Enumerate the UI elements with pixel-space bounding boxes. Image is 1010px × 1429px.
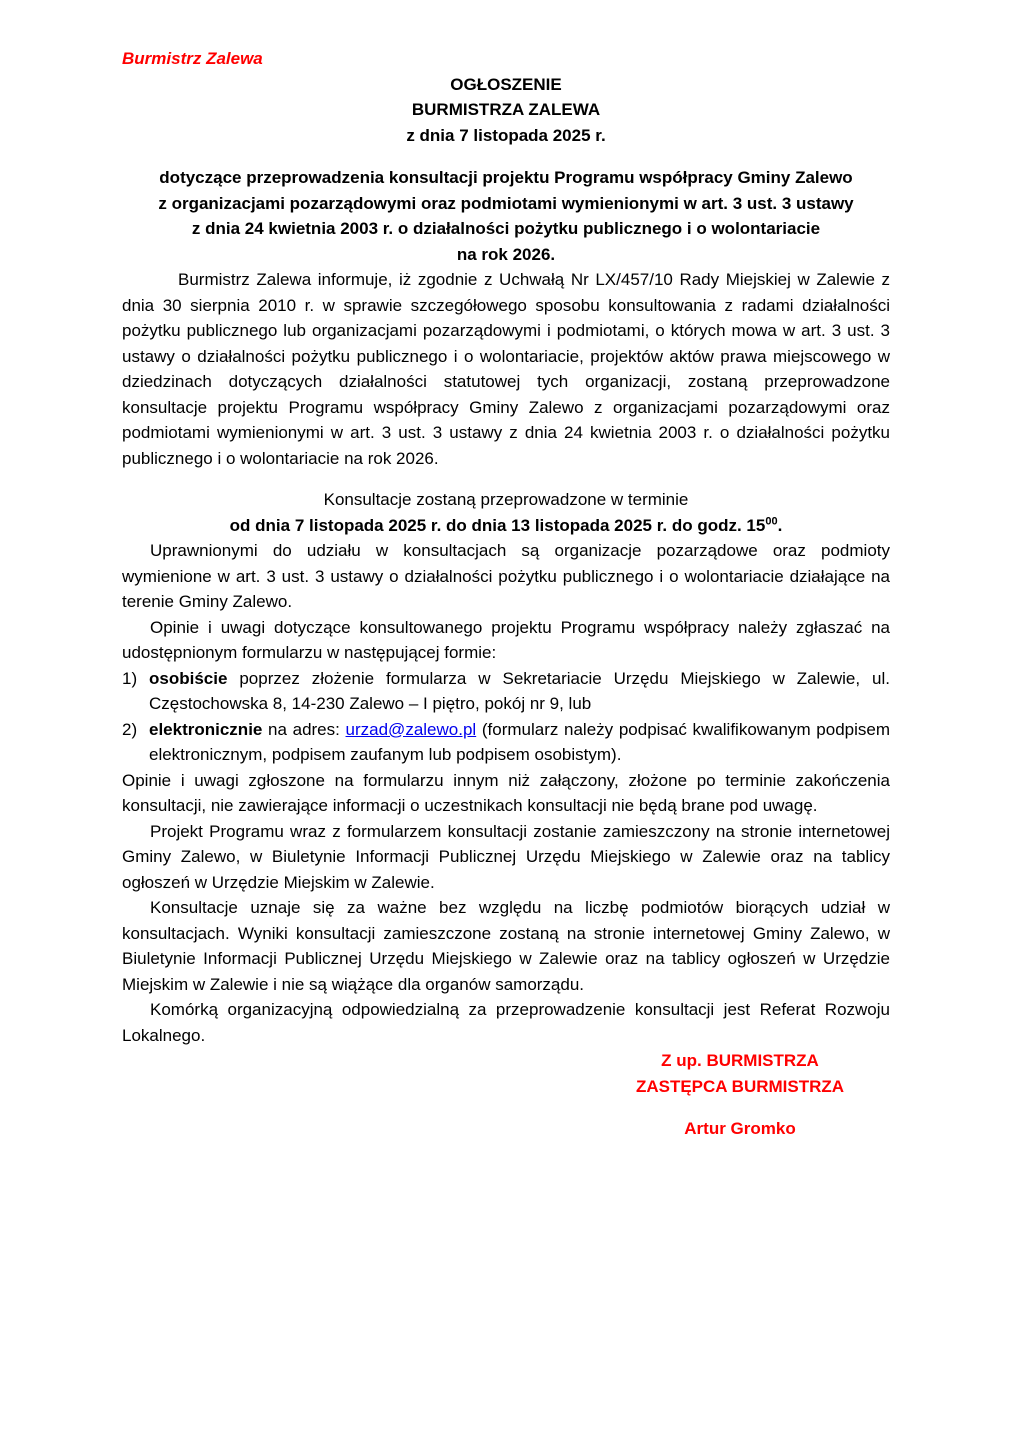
signature-line-2: ZASTĘPCA BURMISTRZA <box>635 1076 845 1096</box>
email-link[interactable]: urzad@zalewo.pl <box>345 719 477 739</box>
consultation-term <box>122 487 890 538</box>
signature-line-1: Z up. BURMISTRZA <box>661 1051 819 1070</box>
subtitle-line-2: z organizacjami pozarządowymi oraz podmiotami wymienionymi w art. 3 ust. 3 ustawy <box>158 193 854 213</box>
list-item-2-text-after: (formularz należy podpisać kwalifikowanym podpisem elektronicznym, podpisem zaufanym lub podpisem osobistym). <box>149 719 890 764</box>
announcement-subtitle <box>122 165 890 267</box>
term-dates-text: od dnia 7 listopada 2025 r. do dnia 13 listopada 2025 r. do godz. 15 <box>229 515 766 535</box>
list-item-1-text: poprzez złożenie formularza w Sekretariacie Urzędu Miejskiego w Zalewie, ul. Częstochowska 8, 14-230 Zalewo – I piętro, pokój nr 9, lub <box>149 668 890 713</box>
paragraph-responsible-unit: Komórką organizacyjną odpowiedzialną za przeprowadzenie konsultacji jest Referat Rozwoju Lokalnego. <box>122 1000 890 1045</box>
list-item-2-text-mid: na adres: <box>262 719 346 739</box>
list-item-2-keyword: elektronicznie <box>149 719 263 739</box>
list-item-2-marker: 2) <box>122 719 138 739</box>
signature-block <box>590 1048 890 1142</box>
subtitle-line-1: dotyczące przeprowadzenia konsultacji projektu Programu współpracy Gminy Zalewo <box>159 168 853 187</box>
paragraph-late-submissions: Opinie i uwagi zgłoszone na formularzu innym niż załączony, złożone po terminie zakończenia konsultacji, nie zawierające informacji o uczestnikach konsultacji nie będą brane pod uwagę. <box>122 770 890 815</box>
sender-label: Burmistrz Zalewa <box>122 49 263 68</box>
term-period: . <box>777 515 783 535</box>
list-item-electronic <box>122 717 890 768</box>
paragraph-publication: Projekt Programu wraz z formularzem konsultacji zostanie zamieszczony na stronie internetowej Gminy Zalewo, w Biuletynie Informacji Publicznej Urzędu Miejskiego w Zalewie oraz na tablicy ogłoszeń w Urzędzie Miejskim w Zalewie. <box>122 821 890 892</box>
signature-name: Artur Gromko <box>684 1119 796 1138</box>
title-line-2: BURMISTRZA ZALEWA <box>411 100 601 119</box>
title-line-1: OGŁOSZENIE <box>450 74 562 94</box>
announcement-title <box>122 72 890 149</box>
list-item-in-person <box>122 666 890 717</box>
term-intro-line: Konsultacje zostaną przeprowadzone w terminie <box>323 490 689 509</box>
subtitle-line-4: na rok 2026. <box>456 244 556 264</box>
paragraph-eligible: Uprawnionymi do udziału w konsultacjach są organizacje pozarządowe oraz podmioty wymienione w art. 3 ust. 3 ustawy o działalności pożytku publicznego i o wolontariacie działające na terenie Gminy Zalewo. <box>122 541 890 611</box>
paragraph-intro: Burmistrz Zalewa informuje, iż zgodnie z Uchwałą Nr LX/457/10 Rady Miejskiej w Zalewie z dnia 30 sierpnia 2010 r. w sprawie szczegółowego sposobu konsultowania z radami działalności pożytku publicznego lub organizacjami pozarządowymi i podmiotami, o których mowa w art. 3 ust. 3 ustawy o działalności pożytku publicznego i o wolontariacie, projektów aktów prawa miejscowego w dziedzinach dotyczących działalności statutowej tych organizacji, zostaną przeprowadzone konsultacje projektu Programu współpracy Gminy Zalewo z organizacjami pozarządowymi oraz podmiotami wymienionymi w art. 3 ust. 3 ustawy z dnia 24 kwietnia 2003 r. o działalności pożytku publicznego i o wolontariacie na rok 2026. <box>122 270 890 468</box>
list-item-1-marker: 1) <box>122 668 138 688</box>
submission-options-list <box>122 666 890 768</box>
term-hour-superscript: 00 <box>765 514 778 527</box>
list-item-1-keyword: osobiście <box>149 668 228 688</box>
paragraph-validity: Konsultacje uznaje się za ważne bez względu na liczbę podmiotów biorących udział w konsultacjach. Wyniki konsultacji zamieszczone zostaną na stronie internetowej Gminy Zalewo, w Biuletynie Informacji Publicznej Urzędu Miejskiego w Zalewie oraz na tablicy ogłoszeń w Urzędzie Miejskim w Zalewie i nie są wiążące dla organów samorządu. <box>122 898 890 994</box>
term-dates-line <box>122 513 890 539</box>
paragraph-opinions-intro: Opinie i uwagi dotyczące konsultowanego projektu Programu współpracy należy zgłaszać na udostępnionym formularzu w następującej formie: <box>122 617 890 662</box>
subtitle-line-3: z dnia 24 kwietnia 2003 r. o działalności pożytku publicznego i o wolontariacie <box>191 219 821 238</box>
title-line-3: z dnia 7 listopada 2025 r. <box>406 125 606 145</box>
